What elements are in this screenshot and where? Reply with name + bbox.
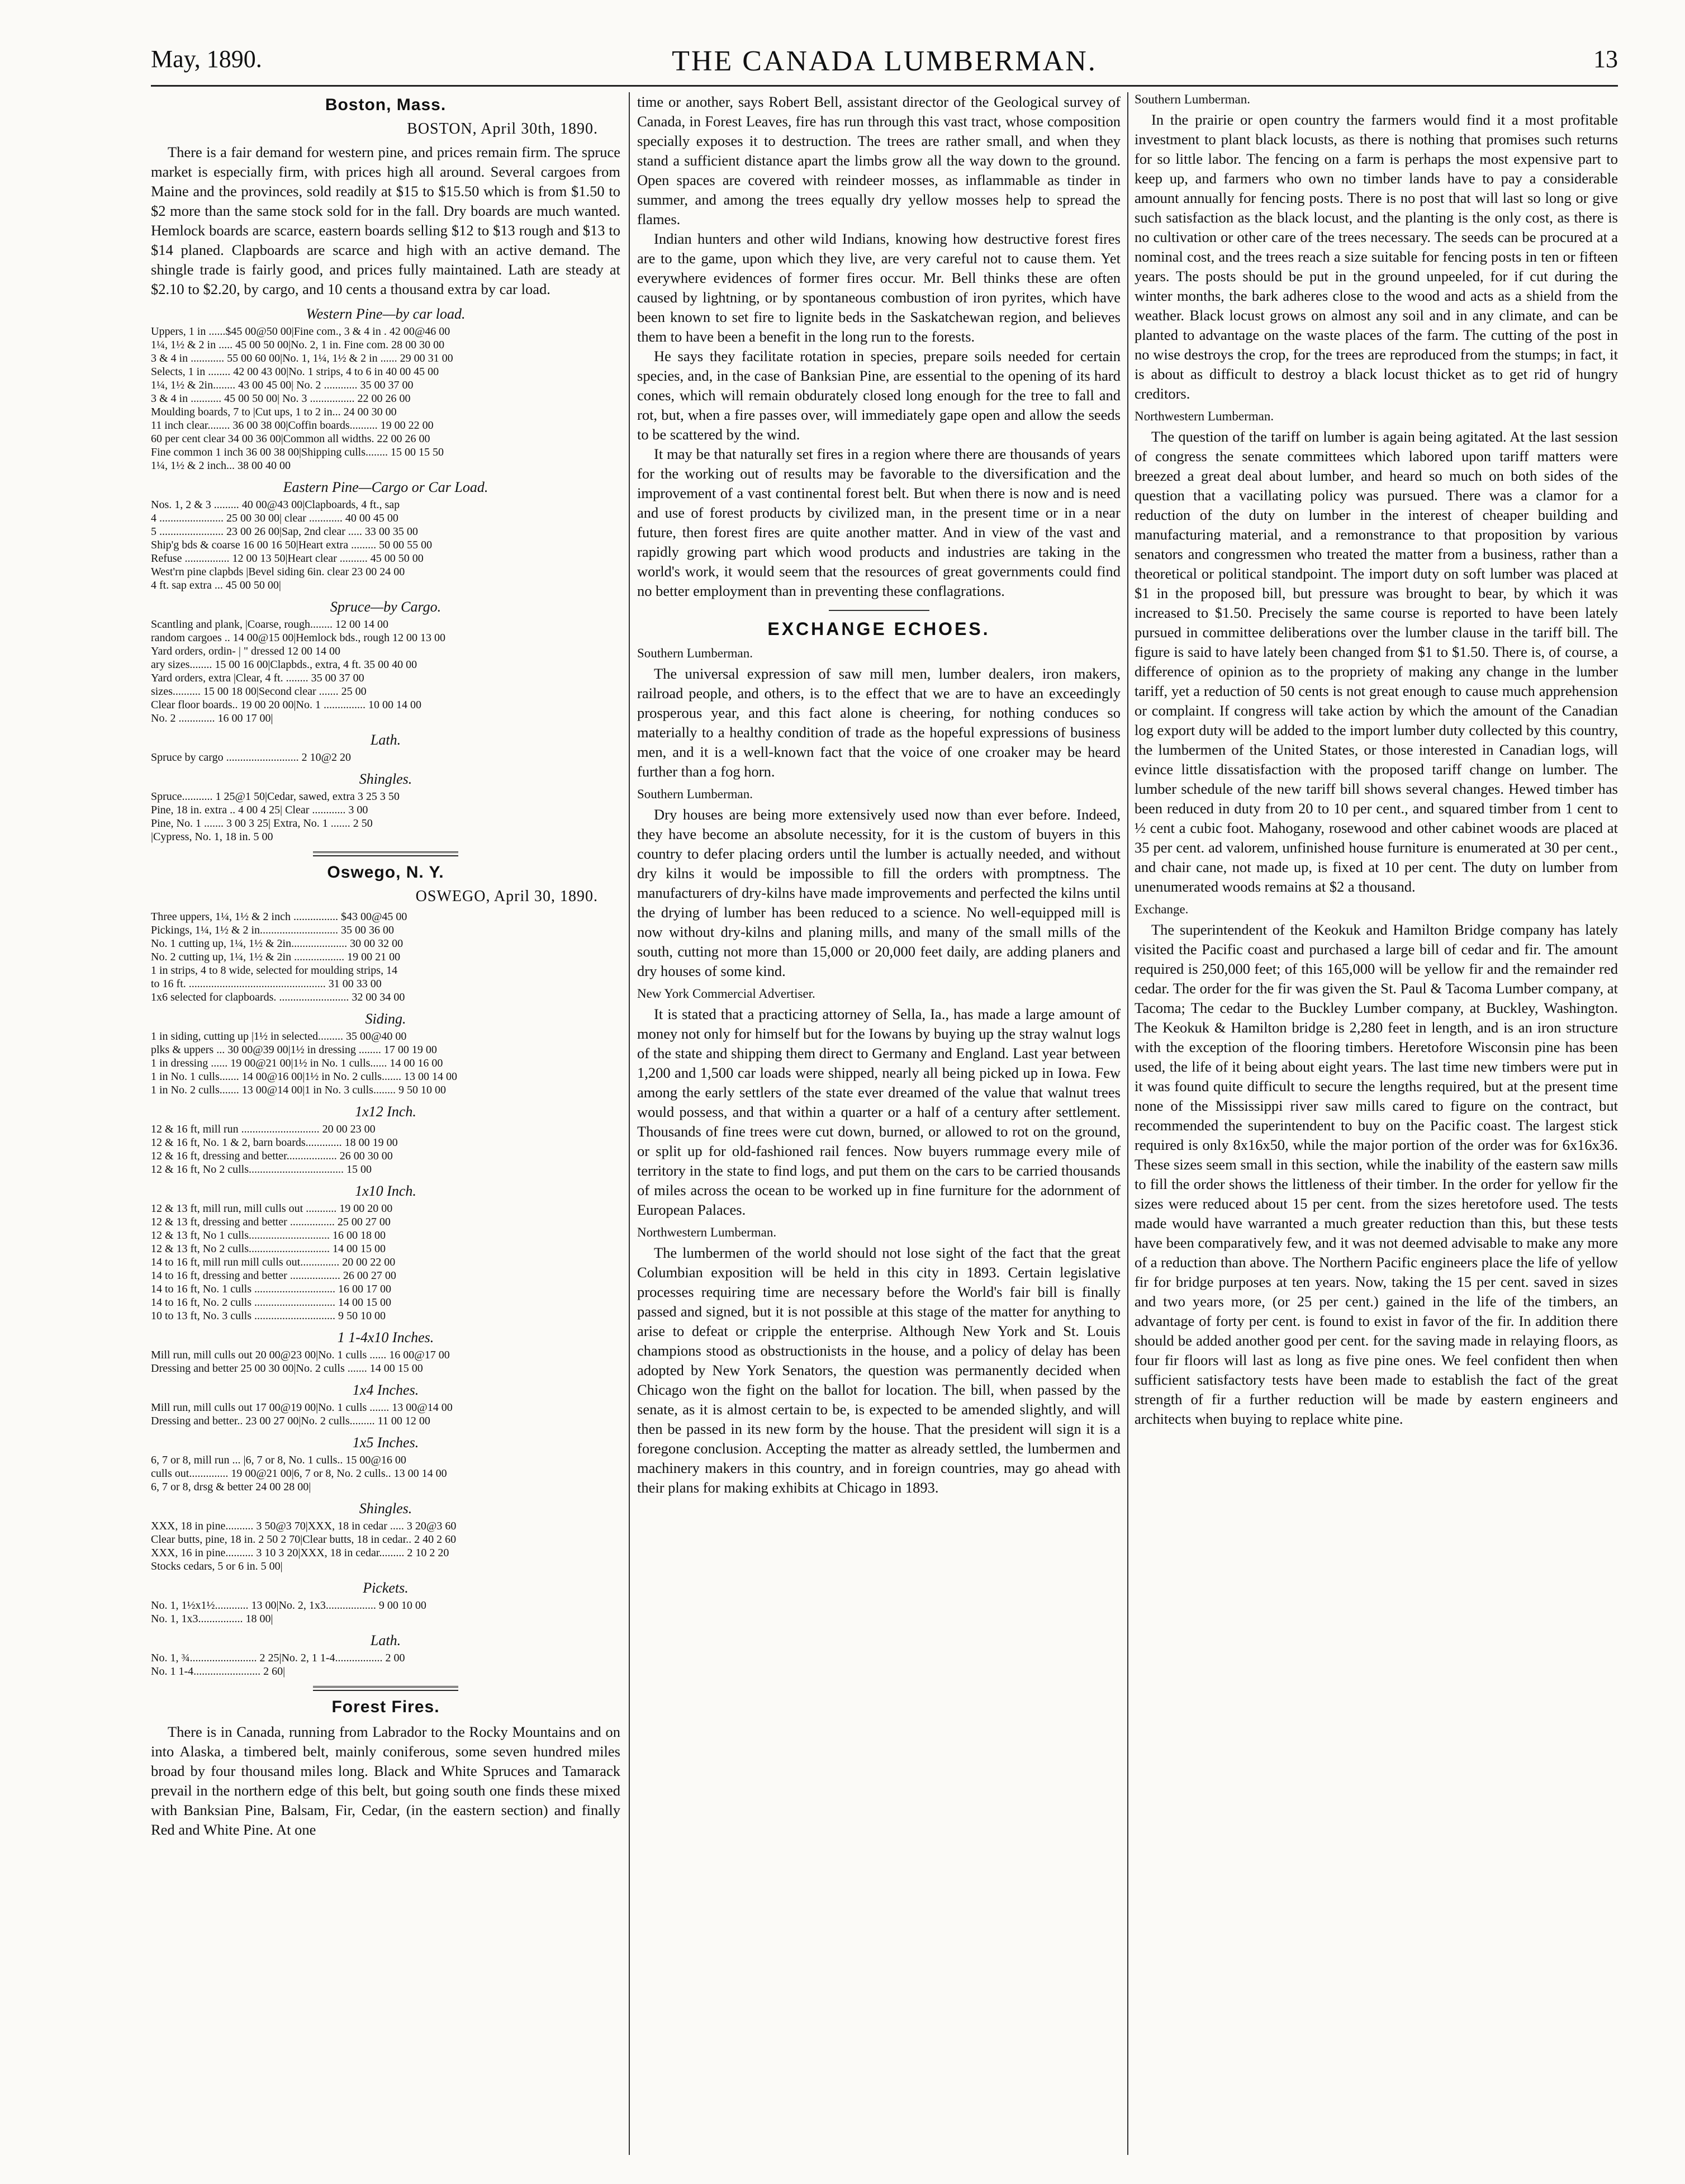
oswego-lath-table [151, 1651, 620, 1678]
market-row: Clear floor boards.. 19 00 20 00|No. 1 ............... 10 00 14 00 [151, 699, 421, 711]
market-row: Pine, 18 in. extra .. 4 00 4 25| Clear ............ 3 00 [151, 804, 368, 816]
spruce-table [151, 618, 620, 725]
market-row: Yard orders, extra |Clear, 4 ft. ........ 35 00 37 00 [151, 672, 364, 684]
market-row: Fine common 1 inch 36 00 38 00|Shipping culls........ 15 00 15 50 [151, 446, 444, 458]
market-row: 1¼, 1½ & 2 in ..... 45 00 50 00|No. 2, 1 in. Fine com. 28 00 30 00 [151, 339, 445, 351]
exchange-source: Southern Lumberman. [637, 787, 753, 801]
page-number: 13 [1593, 45, 1618, 73]
market-row: XXX, 16 in pine.......... 3 10 3 20|XXX, 18 in cedar......... 2 10 2 20 [151, 1547, 449, 1559]
oswego-lath-title: Lath. [370, 1632, 401, 1648]
market-row: 12 & 16 ft, dressing and better.................. 26 00 30 00 [151, 1150, 393, 1162]
column-rule [1127, 92, 1128, 2155]
market-row: 60 per cent clear 34 00 36 00|Common all widths. 22 00 26 00 [151, 433, 430, 445]
market-row: 3 & 4 in ........... 45 00 50 00| No. 3 ................ 22 00 26 00 [151, 392, 411, 405]
exchange-source: Southern Lumberman. [1135, 92, 1250, 106]
boston-lath-table [151, 751, 620, 764]
siding-table [151, 1030, 620, 1097]
1x4-title: 1x4 Inches. [352, 1382, 419, 1398]
market-row: 12 & 13 ft, dressing and better ................ 25 00 27 00 [151, 1216, 391, 1228]
market-row: Moulding boards, 7 to |Cut ups, 1 to 2 in... 24 00 30 00 [151, 406, 397, 418]
market-row: 1 in siding, cutting up |1½ in selected......... 35 00@40 00 [151, 1030, 407, 1043]
exchange-source: Northwestern Lumberman. [1135, 409, 1274, 423]
newspaper-title: THE CANADA LUMBERMAN. [672, 45, 1097, 77]
market-row: 1 in dressing ...... 19 00@21 00|1½ in No. 1 culls...... 14 00 16 00 [151, 1057, 443, 1069]
1x5-table [151, 1453, 620, 1494]
market-row: No. 1, 1½x1½............ 13 00|No. 2, 1x3.................. 9 00 10 00 [151, 1599, 426, 1612]
market-row: Pickings, 1¼, 1½ & 2 in............................ 35 00 36 00 [151, 924, 395, 936]
oswego-shingles-title: Shingles. [359, 1500, 412, 1517]
oswego-heading: Oswego, N. Y. [327, 863, 444, 882]
market-row: Yard orders, ordin- | " dressed 12 00 14 00 [151, 645, 340, 657]
market-row: to 16 ft. ................................................. 31 00 33 00 [151, 978, 382, 990]
western-pine-table [151, 325, 620, 472]
eastern-pine-title: Eastern Pine—Cargo or Car Load. [283, 479, 488, 495]
market-row: 4 ....................... 25 00 30 00| clear ............ 40 00 45 00 [151, 512, 398, 524]
exchange-item: The question of the tariff on lumber is again being agitated. At the last session of congress the senate committees which labored upon tariff matters were breezed a great deal about lumber, and heard so much on both sides of the question that a vacillating policy was pursued. There was a clamor for a reduction of the duty on lumber in the interest of cheaper building and manufacturing material, and a remonstrance to that proposition by various senators and congressmen who treated the matter from a business, rather than a theoretical or political standpoint. The import duty on soft lumber was placed at $1 in the proposed bill, but pressure was brought to bear, by which it was increased to $1.50. Precisely the same course is reported to have been lately pursued in committee deliberations over the lumber clause in the tariff bill. The figure is said to have lately been changed from $1 to $1.50. There is, of course, a difference of opinion as to the propriety of making any change in the lumber tariff, yet a reduction of 50 cents is not great enough to cause much apprehension or complaint. If congress will take action by which the amount of the Canadian log export duty will be added to the import lumber duty collected by this country, the lumbermen of the United States, or those interested in Canadian logs, will evince little dissatisfaction with the proposed tariff change on lumber. The lumber schedule of the new tariff bill shows several changes. Hewed timber has been reduced in duty from 20 to 10 per cent., and squared timber from 1 cent to ½ cent a cubic foot. Mahogany, rosewood and other cabinet woods are placed at 35 per cent. ad valorem, unfinished house furniture is enumerated at 30 per cent., and chair cane, not made up, is fixed at 10 per cent. The duty on lumber from unenumerated woods remains at $2 a thousand. [1135, 428, 1618, 895]
exchange-item: It is stated that a practicing attorney of Sella, Ia., has made a large amount of money not only for himself but for the Iowans by buying up the stray walnut logs of the state and shipping them direct to Germany and England. Last year between 1,200 and 1,500 car loads were shipped, nearly all being picked up in Iowa. Few among the early settlers of the state ever dreamed of the value that walnut trees would possess, and that within a quarter or a half of a century after settlement. Thousands of fine trees were cut down, burned, or allowed to rot on the ground, or split up for old-fashioned rail fences. Now buyers rummage every mile of territory in the state to find logs, and put them on the cars to be carried thousands of miles across the ocean to be worked up in fine furniture for the adornment of European Palaces. [637, 1006, 1121, 1218]
1x12-table [151, 1122, 620, 1176]
market-row: Pine, No. 1 ....... 3 00 3 25| Extra, No. 1 ....... 2 50 [151, 817, 373, 830]
market-row: 6, 7 or 8, mill run ... |6, 7 or 8, No. 1 culls.. 15 00@16 00 [151, 1454, 406, 1466]
forest-fires-paragraph: He says they facilitate rotation in species, prepare soils needed for certain species, and, in the case of Banksian Pine, are essential to the opening of its hard cones, which will remain obdurately closed long enough for the tree to fall and rot, but, when a fire passes over, will immediately gape open and allow the seeds to be scattered by the wind. [637, 348, 1121, 443]
market-row: 12 & 16 ft, No. 1 & 2, barn boards............. 18 00 19 00 [151, 1136, 398, 1149]
market-row: 12 & 16 ft, mill run ............................ 20 00 23 00 [151, 1123, 376, 1135]
market-row: Scantling and plank, |Coarse, rough........ 12 00 14 00 [151, 618, 389, 631]
exchange-source: New York Commercial Advertiser. [637, 987, 815, 1001]
column-3 [1135, 92, 1618, 2161]
market-row: Spruce by cargo .......................... 2 10@2 20 [151, 751, 352, 764]
exchange-item: The lumbermen of the world should not lose sight of the fact that the great Columbian exposition will be held in this city in 1893. Certain legislative processes requiring time are necessary before the World's fair bill is finally passed and signed, but it is not possible at this stage of the matter for anything to arise to defeat or cripple the enterprise. Although New York and St. Louis champions stood as obstructionists in the house, and a policy of delay has been adopted by New York Senators, the question was permanently decided when Chicago won the fight on the ballot for location. The bill, when passed by the senate, as it is almost certain to be, is expected to be amended slightly, and will then be passed in its new form by the house. That the president will sign it is a foregone conclusion. Accepting the matter as already settled, the lumbermen and machinery makers in this country, and in foreign countries, may go ahead with their plans for making exhibits at Chicago in 1893. [637, 1244, 1121, 1496]
market-row: 14 to 16 ft, mill run mill culls out.............. 20 00 22 00 [151, 1256, 396, 1268]
1-1-4x10-table [151, 1348, 620, 1375]
market-row: Selects, 1 in ........ 42 00 43 00|No. 1 strips, 4 to 6 in 40 00 45 00 [151, 366, 439, 378]
market-row: random cargoes .. 14 00@15 00|Hemlock bds., rough 12 00 13 00 [151, 632, 445, 644]
boston-lath-title: Lath. [370, 732, 401, 748]
market-row: 6, 7 or 8, drsg & better 24 00 28 00| [151, 1481, 311, 1493]
1x5-title: 1x5 Inches. [352, 1434, 419, 1451]
boston-dateline: BOSTON, April 30th, 1890. [407, 120, 598, 138]
boston-shingles-table [151, 790, 620, 844]
market-row: 12 & 13 ft, No 1 culls............................. 16 00 18 00 [151, 1229, 386, 1242]
market-row: 12 & 13 ft, No 2 culls............................. 14 00 15 00 [151, 1243, 386, 1255]
market-row: Stocks cedars, 5 or 6 in. 5 00| [151, 1560, 283, 1572]
market-row: 12 & 16 ft, No 2 culls.................................. 15 00 [151, 1163, 372, 1176]
market-row: Uppers, 1 in ......$45 00@50 00|Fine com., 3 & 4 in . 42 00@46 00 [151, 325, 450, 338]
forest-fires-continued: time or another, says Robert Bell, assistant director of the Geological survey of Canada, in Forest Leaves, fire has run through this vast tract, whose composition specially exposes it to destruction. The trees are rather small, and when they stand a sufficient distance apart the limbs grow all the way down to the ground. Open spaces are covered with reindeer mosses, as inflammable as tinder in summer, and among the trees equally dry yellow mosses help to spread the flames. [637, 93, 1121, 228]
market-row: plks & uppers ... 30 00@39 00|1½ in dressing ........ 17 00 19 00 [151, 1044, 437, 1056]
oswego-dateline: OSWEGO, April 30, 1890. [415, 888, 598, 905]
exchange-item: In the prairie or open country the farmers would find it a most profitable investment to plant black locusts, as there is nothing that promises such returns for so little labor. The fencing on a farm is perhaps the most expensive part to keep up, and farmers who own no timber lands have to pay a considerable amount annually for fencing posts. There is no post that will last so long or give such satisfaction as the black locust, and the planting is the only cost, as there is no cultivation or other care of the trees necessary. The seeds can be procured at a nominal cost, and the trees reach a size suitable for fencing posts in ten or fifteen years. The posts should be put in the ground unpeeled, for if cut during the winter months, the bark adheres close to the wood and acts as a shield from the weather. Black locust grows on almost any soil and in any climate, and can be planted to advantage on the waste places of the farm. The cutting of the post in no wise destroys the crop, for the trees are reproduced from the stumps; in fact, it is about as difficult to destroy a black locust thicket as to get rid of hungry creditors. [1135, 111, 1618, 402]
market-row: sizes.......... 15 00 18 00|Second clear ....... 25 00 [151, 685, 367, 698]
forest-fires-heading: Forest Fires. [331, 1698, 440, 1716]
market-row: Mill run, mill culls out 20 00@23 00|No. 1 culls ...... 16 00@17 00 [151, 1349, 450, 1361]
market-row: ary sizes........ 15 00 16 00|Clapbds., extra, 4 ft. 35 00 40 00 [151, 658, 417, 671]
market-row: Nos. 1, 2 & 3 ......... 40 00@43 00|Clapboards, 4 ft., sap [151, 499, 400, 511]
market-row: 1¼, 1½ & 2 inch... 38 00 40 00 [151, 459, 291, 472]
issue-date: May, 1890. [151, 45, 262, 73]
market-row: 3 & 4 in ............ 55 00 60 00|No. 1, 1¼, 1½ & 2 in ...... 29 00 31 00 [151, 352, 453, 364]
market-row: 11 inch clear........ 36 00 38 00|Coffin boards.......... 19 00 22 00 [151, 419, 434, 432]
oswego-uppers-table [151, 910, 620, 1004]
market-row: 14 to 16 ft, No. 1 culls ............................. 16 00 17 00 [151, 1283, 391, 1295]
pickets-table [151, 1599, 620, 1626]
market-row: Clear butts, pine, 18 in. 2 50 2 70|Clear butts, 18 in cedar.. 2 40 2 60 [151, 1533, 457, 1546]
market-row: Spruce........... 1 25@1 50|Cedar, sawed, extra 3 25 3 50 [151, 790, 400, 803]
exchange-echoes-heading: EXCHANGE ECHOES. [767, 619, 990, 639]
1x12-title: 1x12 Inch. [355, 1103, 416, 1120]
exchange-item: The superintendent of the Keokuk and Hamilton Bridge company has lately visited the Pacific coast and purchased a large bill of cedar and fir. The amount required is 250,000 feet; of this 165,000 will be yellow fir and the remainder red cedar. The order for the fir was given the St. Paul & Tacoma Lumber company, at Tacoma; The cedar to the Buckley Lumber company, at Buckley, Washington. The Keokuk & Hamilton bridge is 2,280 feet in length, and is an iron structure with the exception of the flooring timbers. Heretofore Wisconsin pine has been used, the life of it being about eight years. The last time new timbers were put in it was found quite difficult to secure the lengths required, but at the present time none of the Mississippi river saw mills cared to figure on the contract, but recommended the superintendent to buy on the Pacific coast. The largest stick required is only 8x16x50, while the major portion of the order was for 6x16x36. These sizes seem small in this section, while the inability of the eastern saw mills to fill the order shows the littleness of their timber. In the order for yellow fir the sizes were reduced about 15 per cent. from the sizes heretofore used. The tests made would have warranted a much greater reduction than this, but these tests have been comparatively few, and it was not deemed advisable to make any more of a reduction than above. The Northern Pacific engineers place the life of yellow fir for bridge purposes at ten years. Now, taking the 15 per cent. saved in sizes and two years more, (or 25 per cent.) gained in the life of the timbers, an advantage of forty per cent. is found to exist in favor of the fir. In addition there should be added another good per cent. for the saving made in relaying floors, as four fir floors will last as long as five pine ones. We feel confident then when sufficient satisfactory tests have been made to establish the fact of the great strength of fir a further reduction will be made by eastern engineers and architects when buying to replace white pine. [1135, 921, 1618, 1427]
western-pine-title: Western Pine—by car load. [306, 306, 466, 322]
market-row: 1 in No. 2 culls....... 13 00@14 00|1 in No. 3 culls........ 9 50 10 00 [151, 1084, 446, 1096]
boston-report: There is a fair demand for western pine, and prices remain firm. The spruce market is especially firm, with prices high all around. Several cargoes from Maine and the provinces, sold readily at $15 to $15.50 which is from $1.50 to $2 more than the same stock sold for in the fall. Dry boards are much wanted. Hemlock boards are scarce, eastern boards selling $12 to $13 rough and $13 to $14 planed. Clapboards are scarce and high with an active demand. The shingle trade is fairly good, and prices fully maintained. Lath are steady at $2.10 to $2.20, by cargo, and 10 cents a thousand extra by car load. [151, 144, 620, 297]
market-row: 14 to 16 ft, No. 2 culls ............................. 14 00 15 00 [151, 1296, 391, 1309]
forest-fires-text: There is in Canada, running from Labrador to the Rocky Mountains and on into Alaska, a timbered belt, mainly coniferous, some seven hundred miles broad by four thousand miles long. Black and White Spruces and Tamarack prevail in the northern edge of this belt, but going south one finds these mixed with Banksian Pine, Balsam, Fir, Cedar, (in the eastern section) and finally Red and White Pine. At one [151, 1723, 620, 1838]
market-row: 1¼, 1½ & 2in........ 43 00 45 00| No. 2 ............ 35 00 37 00 [151, 379, 414, 391]
market-row: |Cypress, No. 1, 18 in. 5 00 [151, 831, 273, 843]
market-row: 12 & 13 ft, mill run, mill culls out ........... 19 00 20 00 [151, 1202, 393, 1215]
market-row: Dressing and better.. 23 00 27 00|No. 2 culls......... 11 00 12 00 [151, 1415, 430, 1427]
exchange-item: The universal expression of saw mill men, lumber dealers, iron makers, railroad people, and others, is to the effect that we are to have an exceedingly prosperous year, and this fact alone is cheering, for nothing conduces so materially to a healthy condition of trade as the hopeful expressions of business men, and it is a well-known fact that the voice of one croaker may be heard further than a fog horn. [637, 665, 1121, 780]
siding-title: Siding. [365, 1011, 406, 1027]
section-divider [829, 610, 929, 611]
market-row: No. 1 cutting up, 1¼, 1½ & 2in.................... 30 00 32 00 [151, 937, 404, 950]
exchange-source: Northwestern Lumberman. [637, 1225, 777, 1239]
market-row: No. 2 cutting up, 1¼, 1½ & 2in .................. 19 00 21 00 [151, 951, 401, 963]
column-1 [151, 92, 620, 2161]
oswego-shingles-table [151, 1519, 620, 1573]
market-row: West'rn pine clapbds |Bevel siding 6in. clear 23 00 24 00 [151, 566, 405, 578]
market-row: 5 ....................... 23 00 26 00|Sap, 2nd clear ..... 33 00 35 00 [151, 525, 418, 538]
market-row: 1 in No. 1 culls....... 14 00@16 00|1½ in No. 2 culls....... 13 00 14 00 [151, 1070, 457, 1083]
market-row: Dressing and better 25 00 30 00|No. 2 culls ....... 14 00 15 00 [151, 1362, 423, 1375]
market-row: Three uppers, 1¼, 1½ & 2 inch ................ $43 00@45 00 [151, 911, 407, 923]
section-divider [313, 851, 458, 856]
market-row: 1 in strips, 4 to 8 wide, selected for moulding strips, 14 [151, 964, 398, 977]
column-rule [629, 92, 630, 2155]
market-row: 4 ft. sap extra ... 45 00 50 00| [151, 579, 281, 591]
masthead [151, 45, 1618, 84]
market-row: No. 2 ............. 16 00 17 00| [151, 712, 273, 724]
market-row: culls out.............. 19 00@21 00|6, 7 or 8, No. 2 culls.. 13 00 14 00 [151, 1467, 447, 1480]
column-2 [637, 92, 1121, 2161]
market-row: No. 1, 1x3................ 18 00| [151, 1613, 273, 1625]
1x4-table [151, 1401, 620, 1428]
eastern-pine-table [151, 498, 620, 592]
exchange-source: Southern Lumberman. [637, 646, 753, 660]
market-row: Ship'g bds & coarse 16 00 16 50|Heart extra ......... 50 00 55 00 [151, 539, 433, 551]
market-row: Mill run, mill culls out 17 00@19 00|No. 1 culls ....... 13 00@14 00 [151, 1401, 453, 1414]
exchange-item: Dry houses are being more extensively used now than ever before. Indeed, they have become an absolute necessity, for it is the custom of buyers in this country to defer placing orders until the lumber is actually needed, and without dry kilns it would be impossible to fill the orders with promptness. The manufacturers of dry-kilns have made improvements and perfected the kilns until the drying of lumber has been reduced to a science. No well-equipped mill is now without dry-kilns and planing mills, and many of the small mills of the south, cutting not more than 15,000 or 20,000 feet daily, are adding planers and dry houses of some kind. [637, 806, 1121, 979]
1x10-table [151, 1202, 620, 1323]
pickets-title: Pickets. [363, 1580, 409, 1596]
1x10-title: 1x10 Inch. [355, 1183, 416, 1199]
boston-shingles-title: Shingles. [359, 771, 412, 787]
market-row: Refuse ................ 12 00 13 50|Heart clear .......... 45 00 50 00 [151, 552, 424, 565]
forest-fires-paragraph: Indian hunters and other wild Indians, knowing how destructive forest fires are to the game, upon which they live, are very careful not to cause them. Yet everywhere evidences of former fires occur. Mr. Bell thinks these are often caused by lightning, or by spontaneous combustion of iron pyrites, which have been known to set fire to lignite beds in the Saskatchewan region, and believes them to have been a benefit in the long run to the forests. [637, 230, 1121, 345]
market-row: 1x6 selected for clapboards. ......................... 32 00 34 00 [151, 991, 405, 1003]
masthead-rule [151, 85, 1618, 87]
1-1-4x10-title: 1 1-4x10 Inches. [337, 1329, 434, 1346]
market-row: XXX, 18 in pine.......... 3 50@3 70|XXX, 18 in cedar ..... 3 20@3 60 [151, 1520, 457, 1532]
boston-heading: Boston, Mass. [325, 96, 447, 114]
exchange-source: Exchange. [1135, 902, 1189, 916]
market-row: 14 to 16 ft, dressing and better .................. 26 00 27 00 [151, 1269, 396, 1282]
spruce-title: Spruce—by Cargo. [330, 599, 442, 615]
market-row: No. 1, ¾........................ 2 25|No. 2, 1 1-4................. 2 00 [151, 1652, 405, 1664]
market-row: 10 to 13 ft, No. 3 culls ............................. 9 50 10 00 [151, 1310, 386, 1322]
section-divider [313, 1686, 458, 1691]
forest-fires-paragraph: It may be that naturally set fires in a region where there are thousands of years for the working out of results may be favorable to the diversification and the improvement of a vast continental forest belt. But when there is now and is need and use of forest products by civilized man, in the present time or in a near future, then forest fires are quite another matter. And in view of the vast and rapidly growing part which wood products and industries are taking in the world's work, it would seem that the resources of great governments could find no better employment than in preventing these conflagrations. [637, 446, 1121, 599]
market-row: No. 1 1-4........................ 2 60| [151, 1665, 286, 1678]
